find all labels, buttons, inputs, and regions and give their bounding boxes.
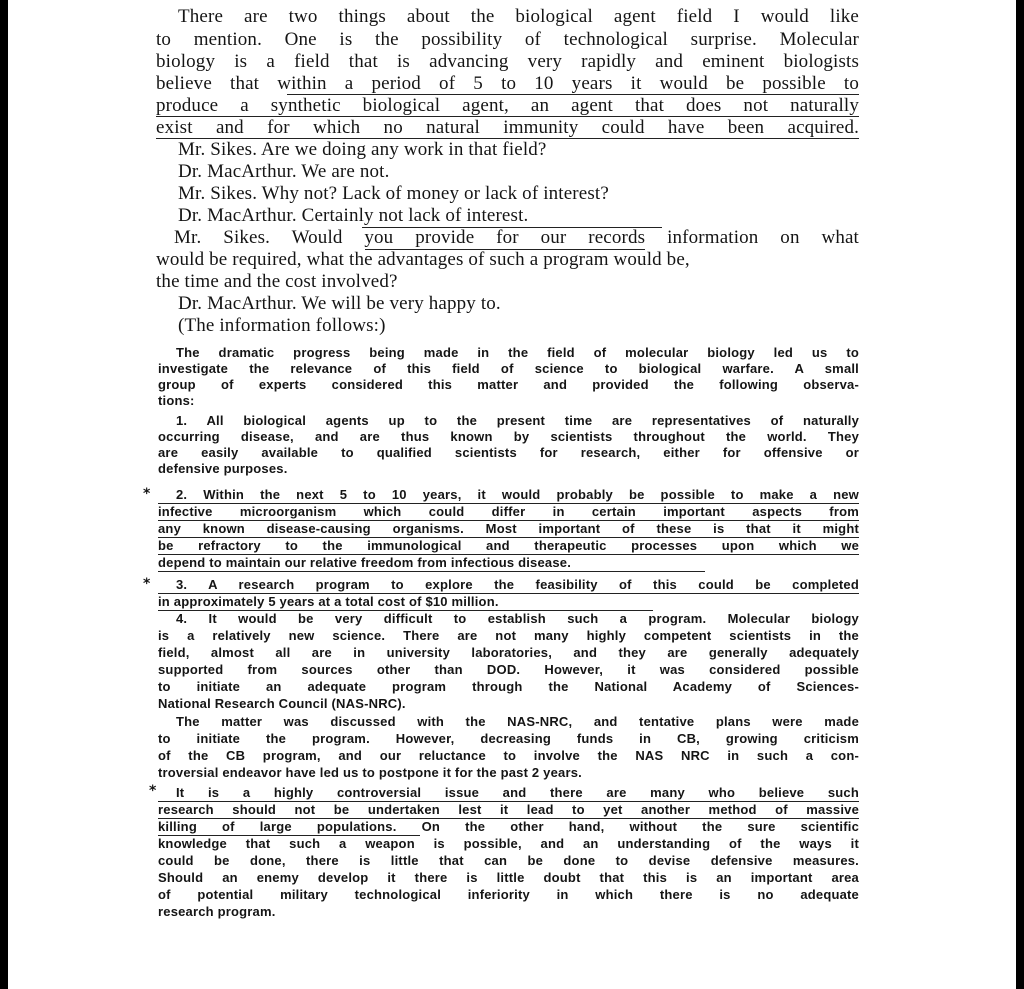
paragraph-line: It is a highly controversial issue and there are many who believe such [176,785,859,800]
underline-rule [158,801,859,802]
numbered-item-line: 2. Within the next 5 to 10 years, it would probably be possible to make a new [176,487,859,502]
speaker-line: Mr. Sikes. Are we doing any work in that field? [178,139,547,160]
paragraph-line: The matter was discussed with the NAS-NRC, and tentative plans were made [176,714,859,729]
testimony-line: the time and the cost involved? [156,271,398,292]
insert-line: research program. [158,904,276,919]
insert-line: could be done, there is little that can be done to devise defensive measures. [158,853,859,868]
insert-line: of potential military technological inferiority in which there is no adequate [158,887,859,902]
speaker-line: Dr. MacArthur. We will be very happy to. [178,293,501,314]
insert-line: in approximately 5 years at a total cost of $10 million. [158,594,499,609]
testimony-line: to mention. One is the possibility of technological surprise. Molecular [156,29,859,50]
insert-line: occurring disease, and are thus known by scientists throughout the world. They [158,429,859,444]
insert-line: The dramatic progress being made in the field of molecular biology led us to [176,345,859,360]
insert-line: infective microorganism which could differ in certain important aspects from [158,504,859,519]
underline-rule [158,537,859,538]
testimony-line: produce a synthetic biological agent, an agent that does not naturally [156,95,859,116]
asterisk-marker: * [143,576,151,592]
insert-line: killing of large populations. On the other hand, without the sure scientific [158,819,859,834]
insert-line: group of experts considered this matter and provided the following observa- [158,377,859,392]
insert-line: is a relatively new science. There are not many highly competent scientists in the [158,628,859,643]
underline-rule [158,520,859,521]
speaker-line: Dr. MacArthur. Certainly not lack of interest. [178,205,529,226]
insert-line: tions: [158,393,195,408]
insert-line: to initiate the program. However, decreasing funds in CB, growing criticism [158,731,859,746]
bracketed-note: (The information follows:) [178,315,386,336]
underline-rule [158,503,859,504]
insert-line: be refractory to the immunological and therapeutic processes upon which we [158,538,859,553]
insert-line: Should an enemy develop it there is little doubt that this is an important area [158,870,859,885]
underline-rule [287,94,859,95]
insert-line: field, almost all are in university laboratories, and they are generally adequately [158,645,859,660]
testimony-line: believe that within a period of 5 to 10 years it would be possible to [156,73,859,94]
testimony-line: exist and for which no natural immunity could have been acquired. [156,117,859,138]
insert-line: research should not be undertaken lest it lead to yet another method of massive [158,802,859,817]
testimony-line: would be required, what the advantages of such a program would be, [156,249,690,270]
speaker-line: Mr. Sikes. Why not? Lack of money or lack of interest? [178,183,609,204]
underline-rule [158,571,705,572]
numbered-item-line: 3. A research program to explore the feasibility of this could be completed [176,577,859,592]
testimony-line: There are two things about the biological agent field I would like [178,6,859,27]
insert-line: to initiate an adequate program through the National Academy of Sciences- [158,679,859,694]
underline-rule [158,818,859,819]
numbered-item-line: 4. It would be very difficult to establish such a program. Molecular biology [176,611,859,626]
insert-line: supported from sources other than DOD. However, it was considered possible [158,662,859,677]
speaker-line: Dr. MacArthur. We are not. [178,161,390,182]
underline-rule [158,593,859,594]
insert-line: defensive purposes. [158,461,288,476]
asterisk-marker: * [143,486,151,502]
speaker-line: Mr. Sikes. Would you provide for our records information on what [174,227,859,248]
insert-line: of the CB program, and our reluctance to involve the NAS NRC in such a con- [158,748,859,763]
testimony-line: biology is a field that is advancing very rapidly and eminent biologists [156,51,859,72]
insert-line: any known disease-causing organisms. Most important of these is that it might [158,521,859,536]
underline-rule [158,554,859,555]
underline-rule [158,835,420,836]
underline-rule [156,116,859,117]
insert-line: knowledge that such a weapon is possible, and an understanding of the ways it [158,836,859,851]
insert-line: are easily available to qualified scientists for research, either for offensive or [158,445,859,460]
asterisk-marker: * [149,783,157,799]
insert-line: investigate the relevance of this field of science to biological warfare. A small [158,361,859,376]
insert-line: depend to maintain our relative freedom from infectious disease. [158,555,572,570]
numbered-item-line: 1. All biological agents up to the present time are representatives of naturally [176,413,859,428]
insert-line: troversial endeavor have led us to postpone it for the past 2 years. [158,765,582,780]
insert-line: National Research Council (NAS-NRC). [158,696,406,711]
